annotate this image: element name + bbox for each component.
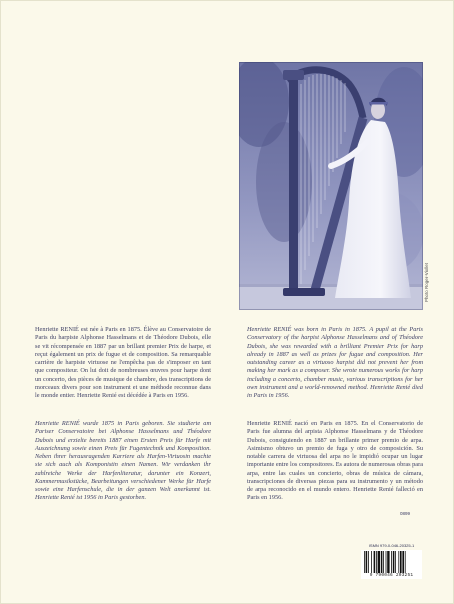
- bio-spanish: [247, 420, 423, 503]
- barcode-block: [361, 543, 422, 579]
- harpist-photo: [239, 62, 423, 310]
- bio-german-text: Henriette RENIÉ wurde 1875 in Paris geboren. Sie studierte am Pariser Conservatoire bei Alphonse Hasselmans und Théodore Dubois und erzielte bereits 1887 einen Ersten Preis für Harfe mit Auszeichnung sowie einen Preis für Fugentechnik und Komposition. Neben ihrer herausragenden Karriere als Harfen-Virtuosin machte sie sich auch als Komponistin einen Namen. Wir verdanken ihr zahlreiche Werke der Harfenliteratur, darunter ein Konzert, Kammermusikstücke, Bearbeitungen verschiedener Werke für Harfe sowie eine Harfenschule, die in der ganzen Welt anerkannt ist. Henriette Renié ist 1956 in Paris gestorben.: [35, 420, 211, 502]
- bio-spanish-text: Henriette RENIÉ nació en Paris en 1875. En el Conservatorio de Paris fue alumna del arpista Alphonse Hasselmans y de Théodore Dubois, consiguiendo en 1887 un brillante primer premio de arpa. Asimismo obtuvo un premio de fuga y otro de composición. Su notable carrera de virtuosa del arpa no le impidió ocupar un lugar importante entre los compositores. Es autora de numerosas obras para arpa, entre las cuales un concierto, obras de música de cámara, transcripciones de diversas piezas para su instrumento y un método de arpa reconocido en el mundo entero. Henriette Renié falleció en Paris en 1956.: [247, 420, 423, 502]
- bio-english: [247, 326, 423, 400]
- print-code: 0899: [400, 511, 411, 516]
- bio-french-text: Henriette RENIÉ est née à Paris en 1875. Élève au Conservatoire de Paris du harpiste Alphonse Hasselmans et de Théodore Dubois, elle se vit récompensée en 1887 par un brillant premier Prix de harpe, et reçut également un prix de fugue et de composition. Sa remarquable carrière de harpiste virtuose ne l'empêcha pas de s'imposer en tant que compositeur. On lui doit de nombreuses œuvres pour harpe dont un concerto, des pièces de musique de chambre, des transcriptions de morceaux divers pour son instrument et une méthode reconnue dans le monde entier. Henriette Renié est décédée à Paris en 1956.: [35, 326, 211, 399]
- ismn-label: ISMN 979-0-046-20325-1: [368, 543, 415, 548]
- barcode-digits: 9 790046 203251: [369, 573, 414, 578]
- bio-german: [35, 420, 211, 503]
- photo-credit: Photo Roger-Viollet: [424, 263, 429, 302]
- bio-french: [35, 326, 211, 400]
- barcode-image: [361, 550, 422, 579]
- bio-english-text: Henriette RENIÉ was born in Paris in 1875. A pupil at the Paris Conservatory of the harpist Alphonse Hasselmans and of Théodore Dubois, she was rewarded with a brilliant Premier Prix for harp already in 1887 as well as prizes for fugue and composition. Her outstanding career as a virtuoso harpist did not prevent her from making her mark as a composer. She wrote numerous works for harp including a concerto, chamber music, various transcriptions for her own instrument and a world-renowned method. Henriette Renié died in Paris in 1956.: [247, 326, 423, 399]
